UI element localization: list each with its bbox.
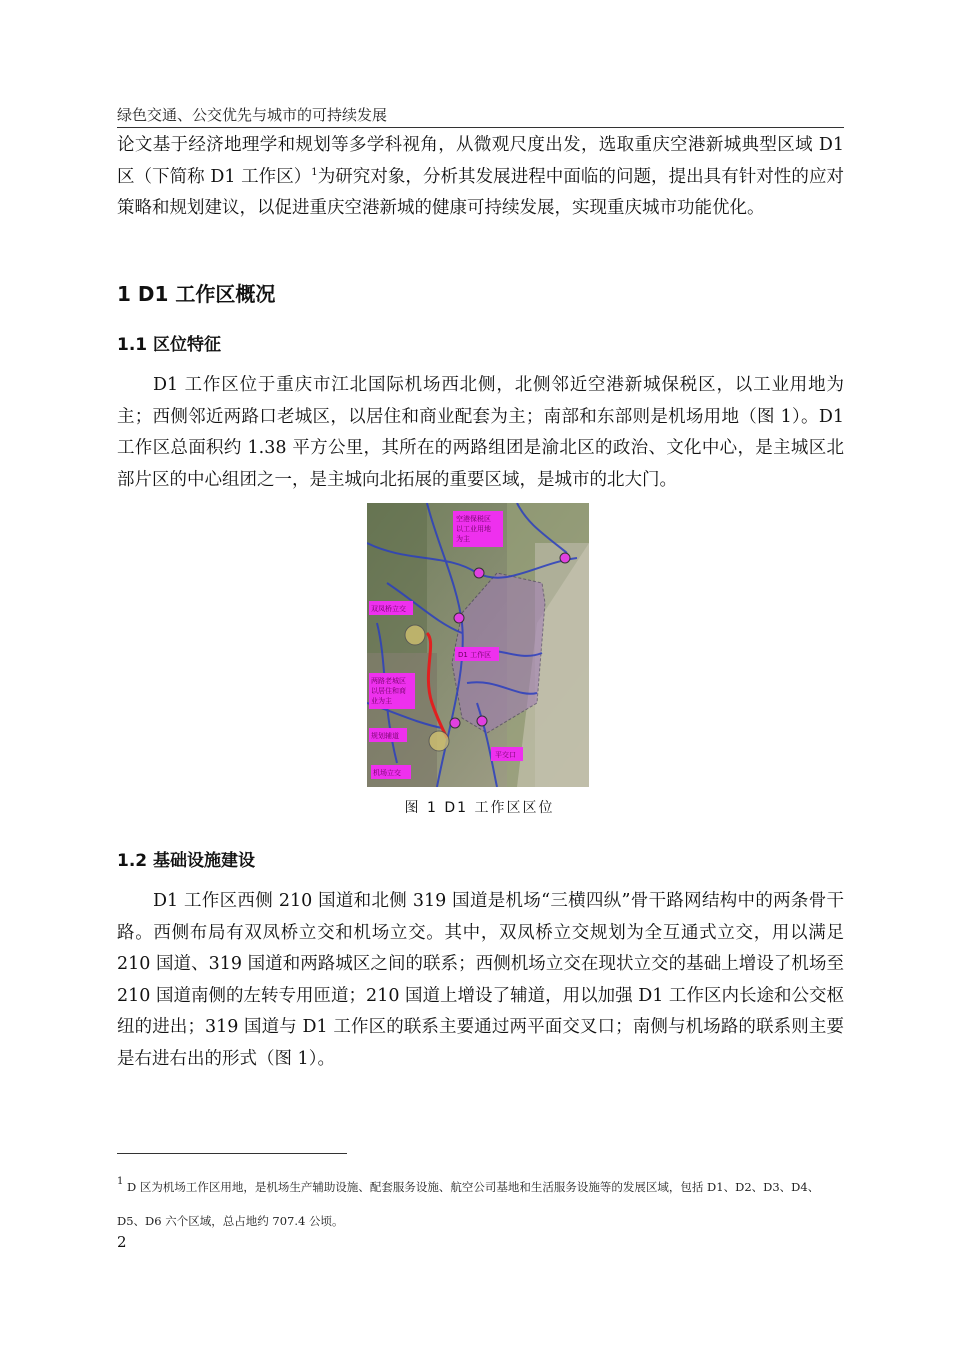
label-old-town [369, 673, 415, 709]
footnote [117, 1170, 844, 1238]
label-bonded-zone-line3: 为主 [456, 535, 470, 543]
label-airport-interchange-text: 机场立交 [373, 769, 401, 777]
label-bonded-zone-line1: 空港保税区 [456, 515, 491, 523]
infrastructure-paragraph: D1 工作区西侧 210 国道和北侧 319 国道是机场“三横四纵”骨干路网结构中的两条骨干路。西侧布局有双凤桥立交和机场立交。其中，双凤桥立交规划为全互通式立交，用以满足 210 国道、319 国道和两路城区之间的联系；西侧机场立交在现状立交的基础上增设了机场至 210 国道南侧的左转专用匝道；210 国道上增设了辅道，用以加强 D1 工作区内长途和公交枢纽的进出；319 国道与 D1 工作区的联系主要通过两平面交叉口；南侧与机场路的联系则主要是右进右出的形式（图 1）。 [117, 891, 844, 1069]
running-header: 绿色交通、公交优先与城市的可持续发展 [117, 106, 388, 124]
label-old-town-line1: 两路老城区 [371, 677, 406, 685]
section-heading: 1 D1 工作区概况 [117, 282, 276, 306]
page-number: 2 [117, 1233, 127, 1251]
label-aux-road [369, 728, 407, 742]
footnote-text: D 区为机场工作区用地，是机场生产辅助设施、配套服务设施、航空公司基地和生活服务设施等的发展区域，包括 D1、D2、D3、D4、D5、D6 六个区域，总占地约 707.4 公顷。 [117, 1180, 820, 1228]
label-airport-interchange [371, 765, 411, 779]
label-level-cross-text: 平交口 [495, 751, 516, 759]
footnote-ref: 1 [311, 166, 318, 178]
label-bonded-zone [453, 511, 503, 547]
label-d1-zone [455, 647, 499, 661]
footnote-rule [117, 1153, 347, 1154]
label-old-town-line3: 业为主 [371, 697, 392, 705]
label-old-town-line2: 以居住和商 [371, 687, 406, 695]
intro-text-1: 论文基于经济地理学和规划等多学科视角，从微观尺度出发，选取重庆空港新城典型区域 D1 区（下简称 D1 工作区） [117, 135, 844, 187]
shuangfeng-interchange-marker [405, 625, 425, 645]
label-bonded-zone-line2: 以工业用地 [456, 525, 491, 533]
subsection-heading-1-2: 1.2 基础设施建设 [117, 851, 256, 871]
satellite-map [367, 503, 589, 787]
header-rule [117, 127, 844, 128]
intro-text-2: 为研究对象，分析其发展进程中面临的问题，提出具有针对性的应对策略和规划建议，以促进重庆空港新城的健康可持续发展，实现重庆城市功能优化。 [117, 166, 844, 218]
label-d1-zone-text: D1 工作区 [458, 651, 492, 659]
location-map-figure [367, 503, 589, 787]
subsection-heading-1-1: 1.1 区位特征 [117, 335, 222, 355]
figure-caption: 图 1 D1 工作区区位 [404, 800, 555, 816]
label-level-cross [491, 747, 523, 761]
intro-paragraph [117, 130, 844, 225]
label-shuangfeng-text: 双凤桥立交 [371, 605, 406, 613]
location-paragraph: D1 工作区位于重庆市江北国际机场西北侧，北侧邻近空港新城保税区，以工业用地为主；西侧邻近两路口老城区，以居住和商业配套为主；南部和东部则是机场用地（图 1）。D1 工作区总面积约 1.38 平方公里，其所在的两路组团是渝北区的政治、文化中心，是主城区北部片区的中心组团之一，是主城向北拓展的重要区域，是城市的北大门。 [117, 375, 844, 490]
label-aux-road-text: 规划辅道 [371, 732, 399, 740]
airport-interchange-marker [429, 731, 449, 751]
footnote-marker: 1 [117, 1176, 124, 1187]
label-shuangfeng [369, 601, 413, 615]
